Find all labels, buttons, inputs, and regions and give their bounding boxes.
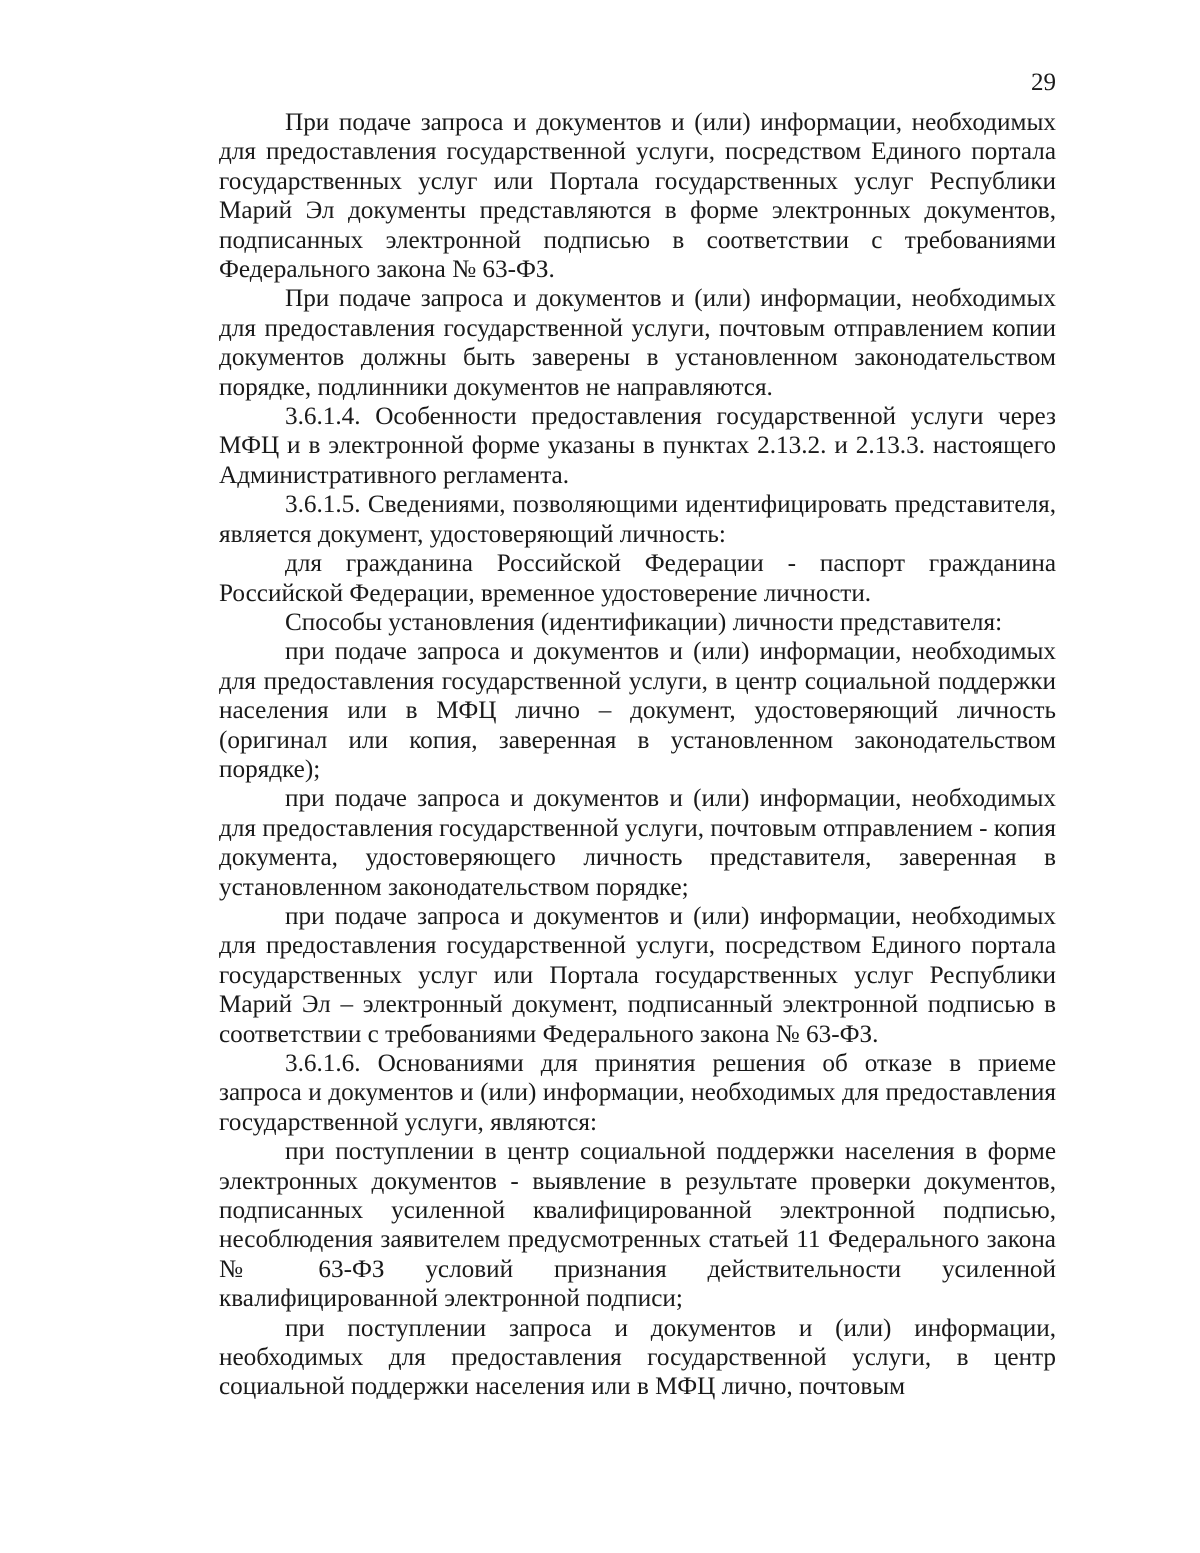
paragraph-portal-submission: При подаче запроса и документов и (или) информации, необходимых для предоставления государственной услуги, посредством Единого портала государственных услуг или Портала государственных услуг Республики Марий Эл документы представляются в форме электронных документов, подписанных электронной подписью в соответствии с требованиями Федерального закона № 63-ФЗ. (219, 109, 1056, 284)
paragraph-citizen-passport: для гражданина Российской Федерации - паспорт гражданина Российской Федерации, временное удостоверение личности. (219, 550, 1056, 607)
paragraph-3-6-1-5: 3.6.1.5. Сведениями, позволяющими идентифицировать представителя, является документ, удостоверяющий личность: (219, 491, 1056, 548)
paragraph-postal-identification: при подаче запроса и документов и (или) информации, необходимых для предоставления государственной услуги, почтовым отправлением - копия документа, удостоверяющего личность представителя, заверенная в установленном законодательством порядке; (219, 785, 1056, 901)
paragraph-in-person-refusal-grounds: при поступлении запроса и документов и (или) информации, необходимых для предоставления государственной услуги, в центр социальной поддержки населения или в МФЦ лично, почтовым (219, 1314, 1056, 1401)
paragraph-identification-methods: Способы установления (идентификации) личности представителя: (285, 608, 1003, 636)
paragraph-postal-submission: При подаче запроса и документов и (или) информации, необходимых для предоставления государственной услуги, почтовым отправлением копии документов должны быть заверены в установленном законодательством порядке, подлинники документов не направляются. (219, 285, 1056, 401)
paragraph-electronic-refusal-grounds: при поступлении в центр социальной поддержки населения в форме электронных документов - выявление в результате проверки документов, подписанных усиленной квалифицированной электронной подписью, несоблюдения заявителем предусмотренных статьей 11 Федерального закона № 63-ФЗ условий признания действительности усиленной квалифицированной электронной подписи; (219, 1138, 1056, 1313)
paragraph-in-person-identification: при подаче запроса и документов и (или) информации, необходимых для предоставления государственной услуги, в центр социальной поддержки населения или в МФЦ лично – документ, удостоверяющий личность (оригинал или копия, заверенная в установленном законодательством порядке); (219, 638, 1056, 783)
page-number: 29 (1031, 69, 1056, 96)
document-body (219, 108, 1056, 1402)
paragraph-portal-identification: при подаче запроса и документов и (или) информации, необходимых для предоставления государственной услуги, посредством Единого портала государственных услуг или Портала государственных услуг Республики Марий Эл – электронный документ, подписанный электронной подписью в соответствии с требованиями Федерального закона № 63-ФЗ. (219, 902, 1056, 1048)
paragraph-3-6-1-6: 3.6.1.6. Основаниями для принятия решения об отказе в приеме запроса и документов и (или) информации, необходимых для предоставления государственной услуги, являются: (219, 1050, 1056, 1136)
paragraph-3-6-1-4: 3.6.1.4. Особенности предоставления государственной услуги через МФЦ и в электронной форме указаны в пунктах 2.13.2. и 2.13.3. настоящего Административного регламента. (219, 403, 1056, 489)
